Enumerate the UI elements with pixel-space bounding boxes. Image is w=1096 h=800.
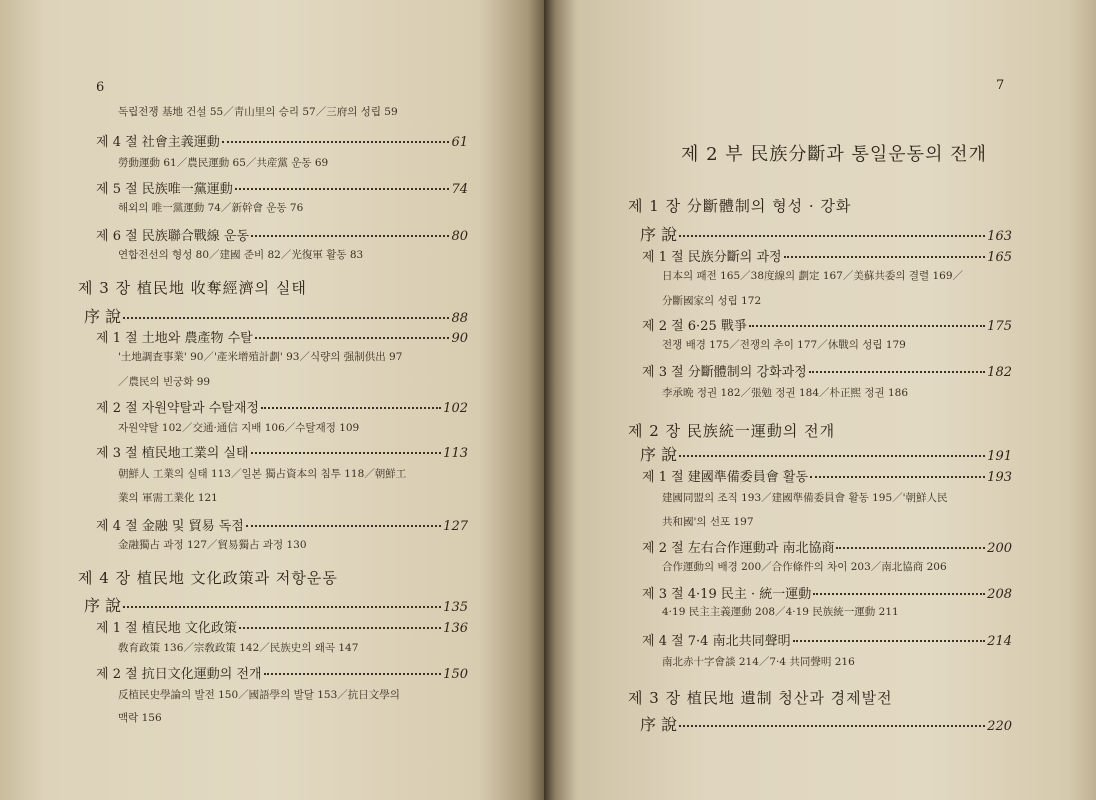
dot-leader [749, 324, 985, 327]
toc-page-number: 208 [987, 587, 1012, 602]
toc-section [96, 442, 468, 461]
toc-entry-label: 제 6 절 民族聯合戰線 운동 [96, 229, 250, 244]
toc-entry-label: 序 說 [640, 715, 678, 734]
toc-preface [84, 593, 468, 616]
toc-entry-label: 序 說 [84, 307, 122, 326]
toc-page-number: 136 [443, 621, 468, 636]
toc-subtopics: 敎育政策 136／宗敎政策 142／民族史의 왜곡 147 [118, 642, 359, 654]
page-number-right: 7 [996, 78, 1005, 93]
toc-page-number: 150 [443, 667, 468, 682]
part-title: 제 2 부 民族分斷과 통일운동의 전개 [681, 144, 987, 165]
toc-section [96, 515, 468, 534]
toc-section [642, 246, 1012, 265]
toc-entry-label: 序 說 [640, 445, 678, 464]
toc-entry-label: 제 1 절 植民地 文化政策 [96, 621, 237, 636]
toc-preface [640, 222, 1012, 245]
page-number-left: 6 [96, 80, 105, 95]
toc-page-number: 135 [443, 600, 468, 615]
toc-page-number: 90 [451, 331, 468, 346]
toc-chapter: 제 2 장 民族統一運動의 전개 [628, 422, 836, 440]
dot-leader [809, 370, 985, 373]
dot-leader [836, 546, 985, 549]
dot-leader [251, 234, 449, 237]
toc-subtopics: 자원약탈 102／交通·通信 지배 106／수탈재정 109 [118, 422, 360, 434]
toc-page-number: 80 [451, 229, 468, 244]
toc-page-number: 61 [451, 135, 468, 150]
toc-chapter: 제 1 장 分斷體制의 형성 · 강화 [628, 197, 852, 215]
toc-subtopics: 南北赤十字會談 214／7·4 共同聲明 216 [662, 656, 855, 668]
toc-subtopics: ／農民의 빈궁화 99 [118, 376, 211, 388]
toc-subtopics: 日本의 패전 165／38度線의 劃定 167／美蘇共委의 결렬 169／ [662, 270, 964, 282]
toc-subtopics: 해외의 唯一黨運動 74／新幹會 운동 76 [118, 202, 304, 214]
dot-leader [246, 524, 441, 527]
toc-section [96, 327, 468, 346]
toc-subtopics: 독립전쟁 基地 건설 55／靑山里의 승리 57／三府의 성립 59 [118, 106, 398, 118]
toc-page-number: 165 [987, 250, 1012, 265]
toc-page-number: 182 [987, 365, 1012, 380]
toc-page-number: 102 [443, 401, 468, 416]
toc-section [96, 397, 468, 416]
toc-entry-label: 제 2 절 左右合作運動과 南北協商 [642, 541, 835, 556]
toc-subtopics: 金融獨占 과정 127／貿易獨占 과정 130 [118, 539, 307, 551]
dot-leader [679, 454, 985, 457]
dot-leader [261, 406, 441, 409]
toc-page-number: 163 [987, 229, 1012, 244]
toc-entry-label: 제 1 절 建國準備委員會 활동 [642, 470, 809, 485]
toc-entry-label: 제 4 절 7·4 南北共同聲明 [642, 634, 791, 649]
dot-leader [251, 451, 442, 454]
toc-section [96, 131, 468, 150]
toc-preface [84, 304, 468, 327]
dot-leader [784, 255, 986, 258]
toc-section [642, 583, 1012, 602]
toc-entry-label: 제 2 절 자원약탈과 수탈재정 [96, 401, 259, 416]
right-page [544, 0, 1096, 800]
toc-entry-label: 제 2 절 6·25 戰爭 [642, 319, 747, 334]
toc-subtopics: 共和國'의 선포 197 [662, 516, 754, 528]
toc-subtopics: 연합전선의 형성 80／建國 준비 82／光復軍 활동 83 [118, 249, 364, 261]
toc-page-number: 214 [987, 634, 1012, 649]
toc-entry-label: 제 4 절 金融 및 貿易 독점 [96, 519, 244, 534]
toc-entry-label: 제 5 절 民族唯一黨運動 [96, 182, 233, 197]
toc-subtopics: 전쟁 배경 175／전쟁의 추이 177／休戰의 성립 179 [662, 339, 906, 351]
toc-section [642, 315, 1012, 334]
toc-subtopics: 建國同盟의 조직 193／建國準備委員會 활동 195／'朝鮮人民 [662, 492, 948, 504]
toc-subtopics: '土地調査事業' 90／'產米增殖計劃' 93／식량의 强制供出 97 [118, 351, 403, 363]
toc-chapter: 제 3 장 植民地 遺制 청산과 경제발전 [628, 689, 893, 707]
toc-entry-label: 序 說 [640, 225, 678, 244]
toc-entry-label: 序 說 [84, 596, 122, 615]
toc-page-number: 74 [451, 182, 468, 197]
toc-page-number: 113 [443, 446, 468, 461]
toc-subtopics: 맥락 156 [118, 712, 162, 724]
toc-subtopics: 業의 軍需工業化 121 [118, 492, 218, 504]
toc-subtopics: 李承晩 정권 182／張勉 정권 184／朴正熙 정권 186 [662, 387, 909, 399]
toc-section [642, 361, 1012, 380]
toc-subtopics: 合作運動의 배경 200／合作條件의 차이 203／南北協商 206 [662, 561, 947, 573]
toc-page-number: 193 [987, 470, 1012, 485]
toc-preface [640, 442, 1012, 465]
toc-chapter: 제 4 장 植民地 文化政策과 저항운동 [78, 569, 338, 587]
dot-leader [810, 475, 985, 478]
left-page [0, 0, 544, 800]
dot-leader [239, 626, 441, 629]
toc-entry-label: 제 3 절 4·19 民主 · 統一運動 [642, 587, 812, 602]
dot-leader [222, 140, 450, 143]
toc-subtopics: 勞動運動 61／農民運動 65／共産黨 운동 69 [118, 157, 329, 169]
toc-section [642, 537, 1012, 556]
toc-section [96, 225, 468, 244]
dot-leader [793, 639, 986, 642]
toc-page-number: 220 [987, 719, 1012, 734]
dot-leader [264, 672, 442, 675]
toc-page-number: 200 [987, 541, 1012, 556]
dot-leader [679, 234, 985, 237]
toc-subtopics: 4·19 民主主義運動 208／4·19 民族統一運動 211 [662, 606, 899, 618]
toc-page-number: 127 [443, 519, 468, 534]
dot-leader [255, 336, 450, 339]
toc-subtopics: 反植民史學論의 발전 150／國語學의 발달 153／抗日文學의 [118, 689, 400, 701]
toc-page-number: 191 [987, 449, 1012, 464]
toc-entry-label: 제 1 절 民族分斷의 과정 [642, 250, 782, 265]
toc-preface [640, 712, 1012, 735]
toc-subtopics: 朝鮮人 工業의 실태 113／일본 獨占資本의 침투 118／朝鮮工 [118, 468, 407, 480]
toc-chapter: 제 3 장 植民地 收奪經濟의 실태 [78, 279, 307, 297]
toc-entry-label: 제 2 절 抗日文化運動의 전개 [96, 667, 262, 682]
toc-section [96, 617, 468, 636]
dot-leader [235, 187, 450, 190]
dot-leader [813, 592, 985, 595]
toc-entry-label: 제 3 절 分斷體制의 강화과정 [642, 365, 807, 380]
toc-page-number: 175 [987, 319, 1012, 334]
toc-section [96, 663, 468, 682]
toc-entry-label: 제 1 절 土地와 農產物 수탈 [96, 331, 253, 346]
dot-leader [123, 316, 449, 319]
dot-leader [679, 724, 985, 727]
toc-page-number: 88 [451, 311, 468, 326]
toc-entry-label: 제 3 절 植民地工業의 실태 [96, 446, 249, 461]
toc-section [96, 178, 468, 197]
toc-subtopics: 分斷國家의 성립 172 [662, 295, 762, 307]
toc-entry-label: 제 4 절 社會主義運動 [96, 135, 220, 150]
toc-section [642, 466, 1012, 485]
toc-section [642, 630, 1012, 649]
dot-leader [123, 605, 441, 608]
